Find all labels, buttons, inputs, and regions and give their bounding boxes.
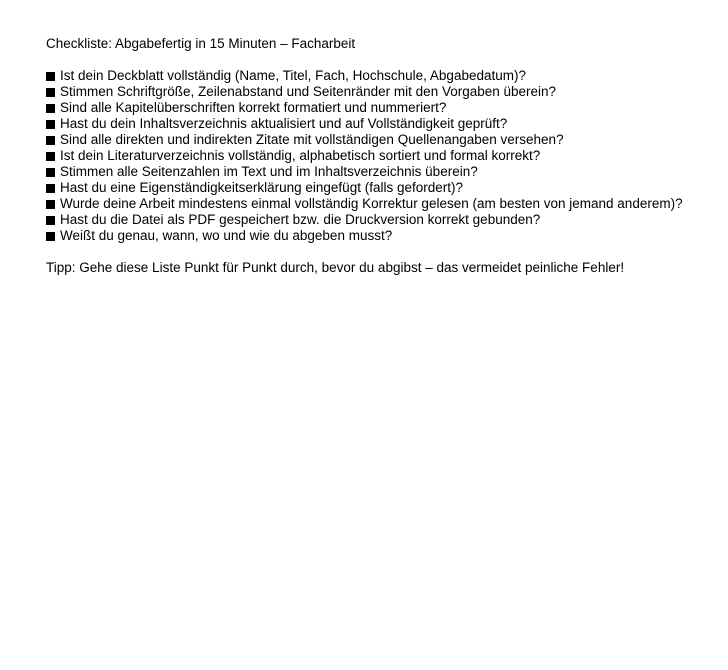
checklist-item bbox=[46, 180, 706, 196]
checkbox-filled-icon bbox=[46, 104, 55, 113]
checklist-item bbox=[46, 116, 706, 132]
checkbox-filled-icon bbox=[46, 168, 55, 177]
checklist-item-label: Ist dein Literaturverzeichnis vollständig, alphabetisch sortiert und formal korrekt? bbox=[60, 148, 541, 163]
checklist-item bbox=[46, 100, 706, 116]
checklist-item bbox=[46, 84, 706, 100]
checklist-item bbox=[46, 164, 706, 180]
checklist-item-label: Hast du die Datei als PDF gespeichert bzw. die Druckversion korrekt gebunden? bbox=[60, 212, 541, 227]
checklist-item-label: Weißt du genau, wann, wo und wie du abgeben musst? bbox=[60, 228, 393, 243]
page-title: Checkliste: Abgabefertig in 15 Minuten – Facharbeit bbox=[46, 36, 356, 51]
checklist-item-label: Wurde deine Arbeit mindestens einmal vollständig Korrektur gelesen (am besten von jemand anderem)? bbox=[60, 196, 683, 211]
checkbox-filled-icon bbox=[46, 184, 55, 193]
checkbox-filled-icon bbox=[46, 216, 55, 225]
checklist-item-label: Hast du dein Inhaltsverzeichnis aktualisiert und auf Vollständigkeit geprüft? bbox=[60, 116, 508, 131]
checkbox-filled-icon bbox=[46, 72, 55, 81]
checklist-item-label: Stimmen alle Seitenzahlen im Text und im Inhaltsverzeichnis überein? bbox=[60, 164, 478, 179]
checklist-item-label: Hast du eine Eigenständigkeitserklärung eingefügt (falls gefordert)? bbox=[60, 180, 463, 195]
tip-text: Tipp: Gehe diese Liste Punkt für Punkt durch, bevor du abgibst – das vermeidet peinliche Fehler! bbox=[46, 260, 625, 275]
blank-line bbox=[46, 52, 706, 68]
checklist bbox=[46, 68, 706, 244]
checklist-item-label: Sind alle Kapitelüberschriften korrekt formatiert und nummeriert? bbox=[60, 100, 447, 115]
document-content bbox=[46, 36, 706, 276]
checklist-item bbox=[46, 228, 706, 244]
checklist-item bbox=[46, 148, 706, 164]
checklist-item-label: Ist dein Deckblatt vollständig (Name, Titel, Fach, Hochschule, Abgabedatum)? bbox=[60, 68, 526, 83]
checklist-item bbox=[46, 132, 706, 148]
checklist-item bbox=[46, 196, 706, 212]
checkbox-filled-icon bbox=[46, 232, 55, 241]
checklist-item-label: Sind alle direkten und indirekten Zitate mit vollständigen Quellenangaben versehen? bbox=[60, 132, 564, 147]
checkbox-filled-icon bbox=[46, 200, 55, 209]
checkbox-filled-icon bbox=[46, 88, 55, 97]
blank-line bbox=[46, 244, 706, 260]
checklist-item-label: Stimmen Schriftgröße, Zeilenabstand und Seitenränder mit den Vorgaben überein? bbox=[60, 84, 557, 99]
checkbox-filled-icon bbox=[46, 136, 55, 145]
checklist-item bbox=[46, 68, 706, 84]
checklist-item bbox=[46, 212, 706, 228]
checkbox-filled-icon bbox=[46, 152, 55, 161]
checkbox-filled-icon bbox=[46, 120, 55, 129]
